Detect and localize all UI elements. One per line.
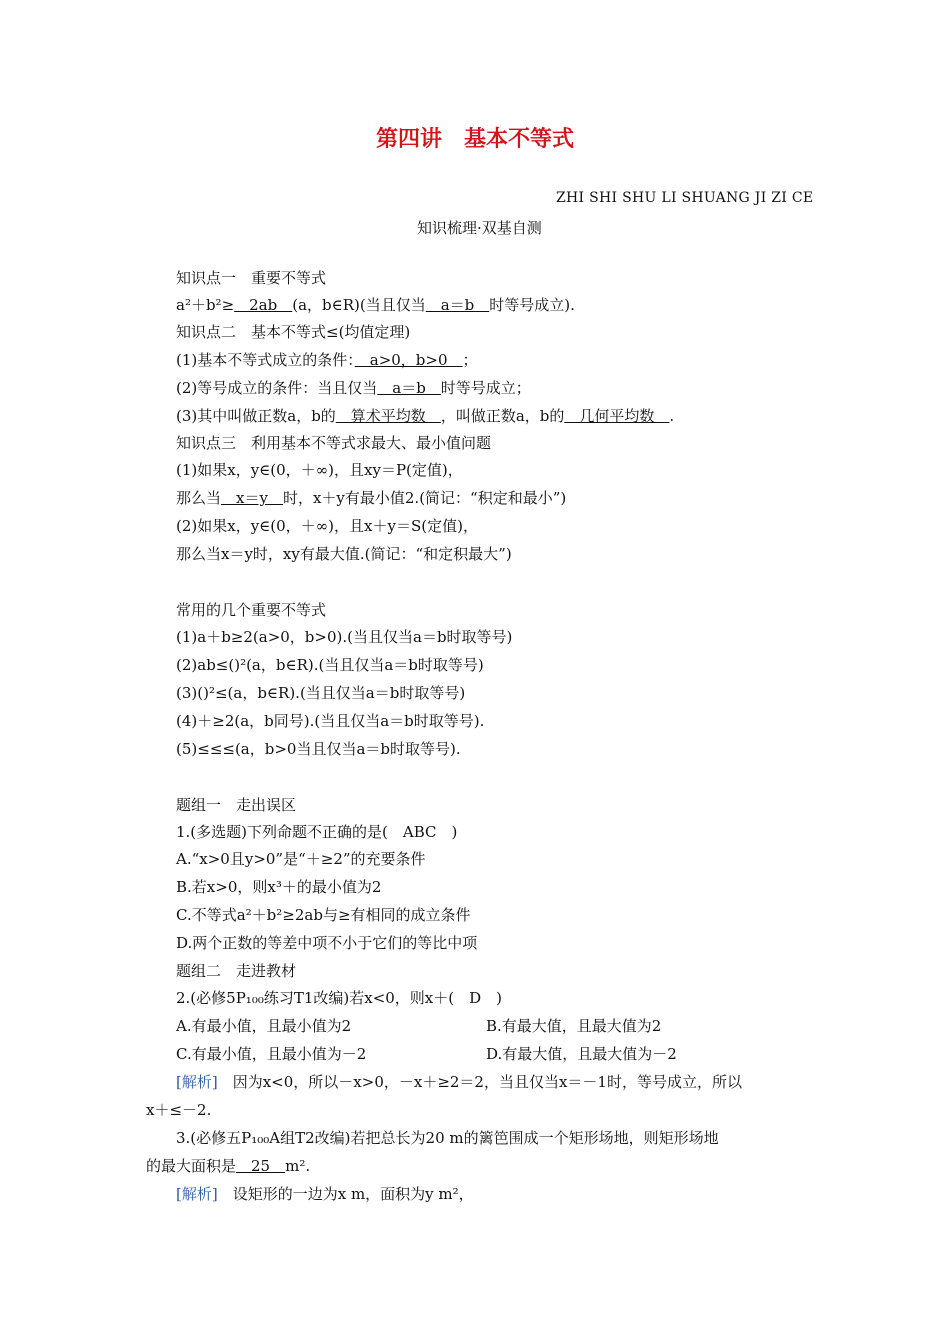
text-line	[486, 1044, 677, 1064]
text-span: 因为x<0，所以－x>0，－x＋≥2＝2，当且仅当x＝－1时，等号成立，所以	[217, 1073, 742, 1091]
text-line	[176, 655, 484, 675]
answer-blank: a＝b	[377, 379, 441, 397]
text-line	[176, 295, 575, 315]
text-line	[176, 488, 566, 508]
text-line	[176, 627, 512, 647]
text-span: (a，b∈R)(当且仅当	[292, 296, 426, 314]
text-span: (1)基本不等式成立的条件：	[176, 351, 355, 369]
text-line	[176, 406, 674, 426]
text-line	[176, 516, 478, 536]
text-span: B.若x>0，则x³＋的最小值为2	[176, 878, 382, 896]
text-line	[176, 739, 461, 759]
analysis-tag: [解析]	[176, 1073, 218, 1091]
text-span: ，叫做正数a，b的	[440, 407, 565, 425]
text-line	[176, 683, 465, 703]
text-line	[176, 822, 457, 842]
answer-blank: x＝y	[221, 489, 283, 507]
text-line	[176, 877, 381, 897]
text-span: B.有最大值，且最大值为2	[486, 1017, 662, 1035]
text-span: (1)a＋b≥2(a>0，b>0).(当且仅当a＝b时取等号)	[176, 628, 513, 646]
text-line	[176, 460, 463, 480]
text-span: 的最大面积是	[146, 1157, 237, 1175]
text-line	[176, 711, 484, 731]
section-heading: 知识梳理·双基自测	[417, 219, 542, 237]
text-line	[176, 933, 477, 953]
text-span: 题组一 走出误区	[176, 796, 297, 814]
text-line	[146, 1100, 211, 1120]
text-span: 时等号成立；	[440, 379, 531, 397]
text-span: C.有最小值，且最小值为－2	[176, 1045, 367, 1063]
text-span: 时等号成立).	[489, 296, 575, 314]
text-span: 知识点一 重要不等式	[176, 269, 327, 287]
text-span: a²＋b²≥	[176, 296, 235, 314]
text-line	[176, 1016, 351, 1036]
text-line	[176, 322, 410, 342]
text-span: D.有最大值，且最大值为－2	[486, 1045, 677, 1063]
page-title: 第四讲 基本不等式	[375, 127, 574, 152]
text-span: m².	[285, 1157, 311, 1175]
text-span: C.不等式a²＋b²≥2ab与≥有相同的成立条件	[176, 906, 471, 924]
text-span: 3.(必修五P₁₀₀A组T2改编)若把总长为20 m的篱笆围成一个矩形场地，则矩形场地	[176, 1129, 719, 1147]
text-span: 2.(必修5P₁₀₀练习T1改编)若x<0，则x＋( D )	[176, 989, 503, 1007]
text-line	[146, 1156, 310, 1176]
answer-blank: 25	[236, 1157, 286, 1175]
text-span: D.两个正数的等差中项不小于它们的等比中项	[176, 934, 478, 952]
text-span: (2)如果x，y∈(0，＋∞)，且x＋y＝S(定值)，	[176, 517, 478, 535]
text-line	[176, 849, 426, 869]
text-line	[176, 1128, 719, 1148]
text-line	[176, 544, 512, 564]
text-line	[486, 1016, 661, 1036]
text-line	[176, 1072, 742, 1092]
answer-blank: 2ab	[234, 296, 293, 314]
section-pinyin: ZHI SHI SHU LI SHUANG JI ZI CE	[556, 190, 814, 206]
text-span: ；	[462, 351, 478, 369]
text-line	[176, 433, 491, 453]
text-span: A.有最小值，且最小值为2	[176, 1017, 352, 1035]
text-span: 设矩形的一边为x m，面积为y m²，	[217, 1185, 474, 1203]
analysis-tag: [解析]	[176, 1185, 218, 1203]
text-line	[176, 268, 326, 288]
text-line	[176, 1044, 366, 1064]
text-span: (5)≤≤≤(a，b>0当且仅当a＝b时取等号).	[176, 740, 461, 758]
text-span: 那么当x＝y时，xy有最大值.(简记：“和定积最大”)	[176, 545, 512, 563]
text-line	[176, 378, 531, 398]
text-line	[176, 988, 502, 1008]
text-span: 知识点二 基本不等式≤(均值定理)	[176, 323, 411, 341]
text-span: A.“x>0且y>0”是“＋≥2”的充要条件	[176, 850, 426, 868]
text-span: 题组二 走进教材	[176, 962, 297, 980]
text-span: (4)＋≥2(a，b同号).(当且仅当a＝b时取等号).	[176, 712, 485, 730]
text-span: 知识点三 利用基本不等式求最大、最小值问题	[176, 434, 492, 452]
text-span: (3)()²≤(a，b∈R).(当且仅当a＝b时取等号)	[176, 684, 466, 702]
text-span: 常用的几个重要不等式	[176, 601, 327, 619]
answer-blank: a>0，b>0	[354, 351, 463, 369]
text-span: 时，x＋y有最小值2.(简记：“积定和最小”)	[282, 489, 567, 507]
text-line	[176, 795, 296, 815]
text-span: (1)如果x，y∈(0，＋∞)，且xy＝P(定值)，	[176, 461, 463, 479]
answer-blank: 算术平均数	[335, 407, 441, 425]
text-span: 那么当	[176, 489, 222, 507]
text-span: .	[669, 407, 675, 425]
text-span: 1.(多选题)下列命题不正确的是( ABC )	[176, 823, 458, 841]
answer-blank: a＝b	[425, 296, 490, 314]
text-span: x＋≤－2.	[146, 1101, 212, 1119]
text-line	[176, 350, 478, 370]
text-line	[176, 1184, 474, 1204]
text-line	[176, 600, 326, 620]
text-span: (3)其中叫做正数a，b的	[176, 407, 336, 425]
text-line	[176, 961, 296, 981]
text-line	[176, 905, 471, 925]
text-span: (2)等号成立的条件：当且仅当	[176, 379, 378, 397]
text-span: (2)ab≤()²(a，b∈R).(当且仅当a＝b时取等号)	[176, 656, 484, 674]
answer-blank: 几何平均数	[564, 407, 670, 425]
